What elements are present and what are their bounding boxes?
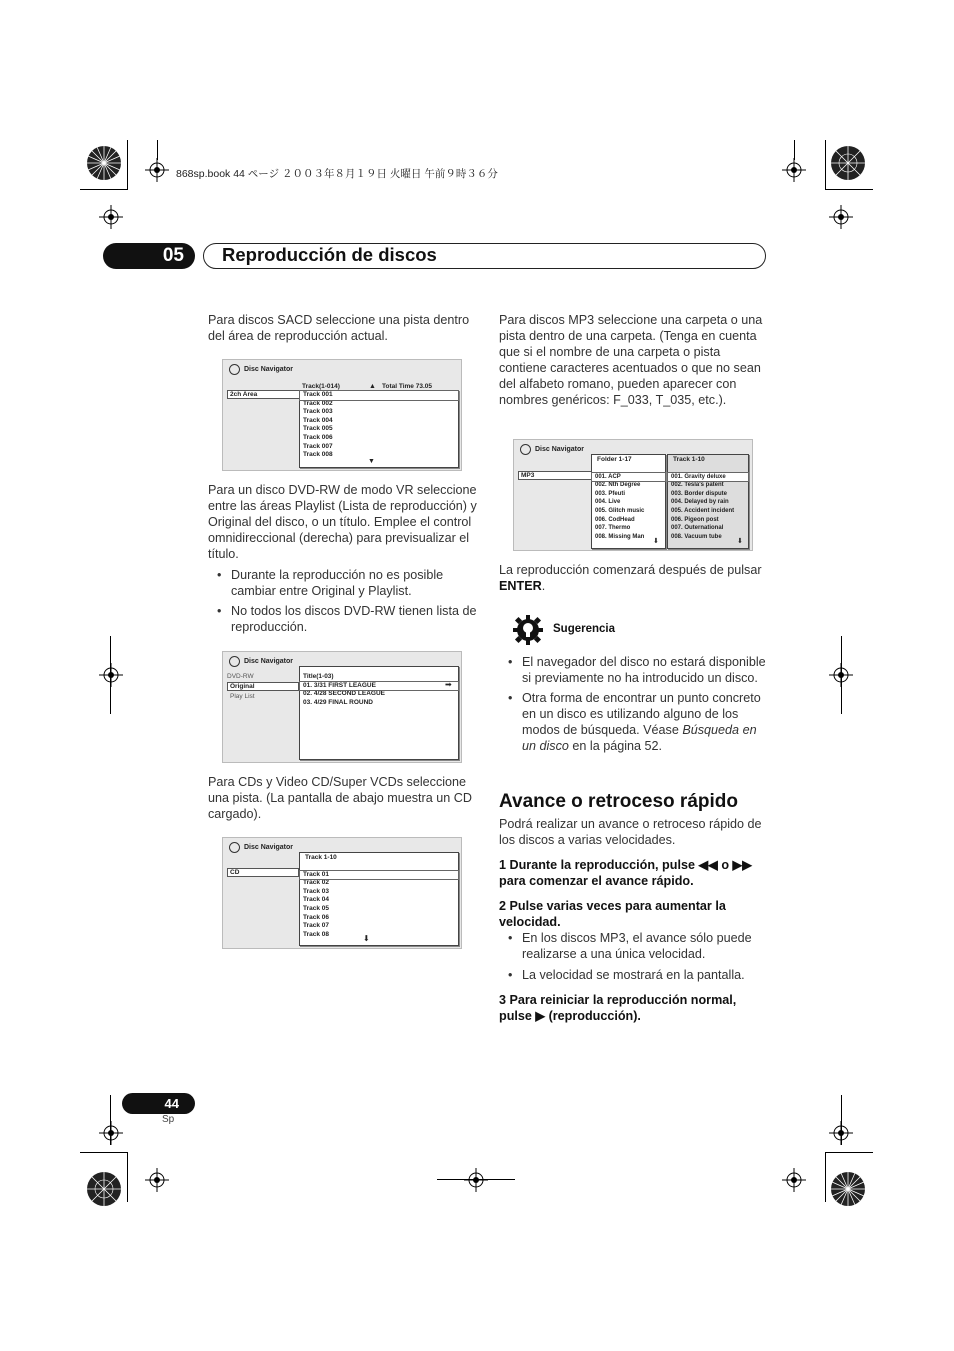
screen-title: Disc Navigator: [244, 658, 294, 665]
section-intro: Podrá realizar un avance o retroceso rápido de los discos a varias velocidades.: [499, 817, 762, 847]
step-2-notes: [499, 930, 767, 983]
list-item[interactable]: 008. Missing Man: [595, 533, 645, 540]
list-item[interactable]: 003. Border dispute: [671, 490, 728, 497]
crosshair-icon: [99, 205, 123, 229]
disc-type-label[interactable]: CD: [227, 868, 299, 877]
list-item[interactable]: Track 008: [303, 451, 333, 459]
list-item[interactable]: Track 05: [303, 904, 330, 912]
tip-list: [499, 654, 767, 754]
list-item[interactable]: 03. 4/29 FINAL ROUND: [303, 698, 373, 706]
screen-title: Disc Navigator: [535, 446, 585, 453]
list-item[interactable]: Track 002: [303, 399, 333, 407]
up-arrow-icon: ▲: [369, 383, 376, 390]
sacd-intro: Para discos SACD seleccione una pista dentro del área de reproducción actual.: [208, 313, 470, 343]
crosshair-icon: [99, 663, 123, 687]
track-list: [299, 390, 459, 468]
list-item[interactable]: Track 007: [303, 442, 333, 450]
disc-type-label[interactable]: MP3: [518, 471, 592, 480]
title-list-header: Title(1-03): [303, 673, 334, 680]
list-item[interactable]: 002. Tesla's patent: [671, 482, 724, 489]
tip-title: Sugerencia: [553, 623, 615, 635]
list-item[interactable]: 005. Glitch music: [595, 507, 645, 514]
list-item[interactable]: 001. Gravity deluxe: [668, 473, 748, 482]
down-arrow-icon: ▼: [368, 458, 375, 465]
list-item[interactable]: Track 07: [303, 922, 330, 930]
registration-burst-icon: [86, 1171, 122, 1207]
page-number: 44: [122, 1093, 195, 1114]
disc-navigator-screen-mp3: [513, 439, 753, 551]
list-item[interactable]: 002. Nth Degree: [595, 482, 641, 489]
list-item: • En los discos MP3, el avance sólo puede realizarse a una única velocidad.: [499, 930, 767, 962]
title-list: [299, 666, 459, 760]
print-file-info: 868sp.book 44 ページ ２００３年８月１９日 火曜日 午前９時３６分: [176, 168, 498, 180]
folder-list: [591, 454, 666, 549]
list-item[interactable]: Track 004: [303, 416, 333, 424]
option-original[interactable]: Original: [227, 682, 299, 691]
disc-icon: [229, 656, 240, 667]
screen-title: Disc Navigator: [244, 366, 294, 373]
list-item[interactable]: Track 006: [303, 433, 333, 441]
disc-icon: [520, 444, 531, 455]
list-item[interactable]: 005. Accident incident: [671, 507, 735, 514]
list-item[interactable]: 006. Pigeon post: [671, 516, 719, 523]
dvdrw-notes: [208, 567, 478, 635]
list-item[interactable]: 004. Live: [595, 499, 621, 506]
screen-title: Disc Navigator: [244, 844, 294, 851]
list-item[interactable]: Track 003: [303, 408, 333, 416]
list-item[interactable]: Track 02: [303, 879, 330, 887]
list-item[interactable]: Track 03: [303, 887, 330, 895]
registration-burst-icon: [830, 145, 866, 181]
track-range-header: Track(1-014): [302, 383, 340, 390]
crosshair-icon: [99, 1121, 123, 1145]
crosshair-icon: [145, 1168, 169, 1192]
disc-type-label: DVD-RW: [227, 673, 254, 680]
disc-icon: [229, 842, 240, 853]
crosshair-icon: [464, 1168, 488, 1192]
cross-reference-link[interactable]: Búsqueda en un disco: [522, 723, 757, 753]
list-item[interactable]: Track 06: [303, 913, 330, 921]
list-item[interactable]: Track 04: [303, 896, 330, 904]
dvdrw-intro: Para un disco DVD-RW de modo VR seleccione entre las áreas Playlist (Lista de reproducción) y Original del disco, o un título. Emplee el control omnidireccional (derecha) para previsualizar el título.: [208, 483, 477, 561]
list-item: • No todos los discos DVD-RW tienen lista de reproducción.: [208, 603, 478, 635]
list-item[interactable]: 008. Vacuum tube: [671, 533, 722, 540]
track-list: [667, 454, 749, 549]
list-item[interactable]: 007. Thermo: [595, 525, 631, 532]
total-time: Total Time 73.05: [382, 383, 432, 390]
track-list-header: Track 1-10: [305, 854, 337, 861]
language-code: Sp: [162, 1114, 175, 1125]
section-title: Avance o retroceso rápido: [499, 791, 738, 812]
step-2: 2 Pulse varias veces para aumentar la velocidad.: [499, 899, 726, 929]
area-label[interactable]: 2ch Area: [227, 390, 300, 399]
list-item[interactable]: 003. Pfeuti: [595, 490, 626, 497]
list-item[interactable]: 001. ACP: [592, 473, 665, 482]
lightbulb-icon: [513, 615, 543, 645]
disc-icon: [229, 364, 240, 375]
crosshair-icon: [782, 1168, 806, 1192]
enter-key: ENTER: [499, 579, 542, 593]
cd-intro: Para CDs y Video CD/Super VCDs seleccione una pista. (La pantalla de abajo muestra un CD cargado).: [208, 775, 472, 821]
list-item: • Durante la reproducción no es posible cambiar entre Original y Playlist.: [208, 567, 478, 599]
list-item: • Otra forma de encontrar un punto concreto en un disco es utilizando alguno de los modos de búsqueda. Véase Búsqueda en un disco en la página 52.: [499, 690, 767, 754]
right-arrow-icon: ➡: [445, 680, 452, 689]
disc-navigator-screen-cd: [222, 837, 462, 949]
track-list-header: Track 1-10: [673, 456, 705, 463]
down-arrow-icon: ⬇: [653, 538, 659, 545]
crosshair-icon: [782, 158, 806, 182]
list-item[interactable]: Track 005: [303, 425, 333, 433]
list-item[interactable]: 006. CodHead: [595, 516, 635, 523]
crosshair-icon: [145, 158, 169, 182]
list-item[interactable]: 02. 4/28 SECOND LEAGUE: [303, 690, 385, 698]
list-item: • El navegador del disco no estará disponible si previamente no ha introducido un disco.: [499, 654, 767, 686]
list-item[interactable]: 01. 3/31 FIRST LEAGUE: [300, 682, 458, 691]
option-playlist[interactable]: Play List: [230, 693, 255, 700]
disc-navigator-screen-dvdrw: [222, 651, 462, 763]
mp3-intro: Para discos MP3 seleccione una carpeta o una pista dentro de una carpeta. (Tenga en cuenta que si el nombre de una carpeta o pista contiene caracteres acentuados o que no sean del alfabeto romano, pueden aparecer con nombres genéricos: F_033, T_035, etc.).: [499, 313, 763, 407]
chapter-number-badge: 05: [103, 243, 195, 269]
list-item[interactable]: Track 001: [300, 391, 458, 400]
list-item[interactable]: Track 01: [300, 871, 458, 880]
chapter-title: Reproducción de discos: [222, 244, 437, 265]
list-item[interactable]: Track 08: [303, 930, 330, 938]
crosshair-icon: [829, 205, 853, 229]
down-arrow-icon: ⬇: [737, 538, 743, 545]
folder-list-header: Folder 1-17: [597, 456, 632, 463]
list-item[interactable]: 004. Delayed by rain: [671, 499, 729, 506]
registration-burst-icon: [830, 1171, 866, 1207]
track-list: [299, 852, 459, 946]
registration-burst-icon: [86, 145, 122, 181]
down-arrow-icon: ⬇: [363, 934, 370, 943]
list-item: • La velocidad se mostrará en la pantalla.: [499, 967, 767, 983]
list-item[interactable]: 007. Outernational: [671, 525, 724, 532]
disc-navigator-screen-sacd: [222, 359, 462, 471]
step-1: 1 Durante la reproducción, pulse ◀◀ o ▶▶ para comenzar el avance rápido.: [499, 858, 752, 888]
step-3: 3 Para reiniciar la reproducción normal, pulse ▶ (reproducción).: [499, 993, 737, 1023]
play-start-note: La reproducción comenzará después de pulsar ENTER.: [499, 563, 762, 593]
